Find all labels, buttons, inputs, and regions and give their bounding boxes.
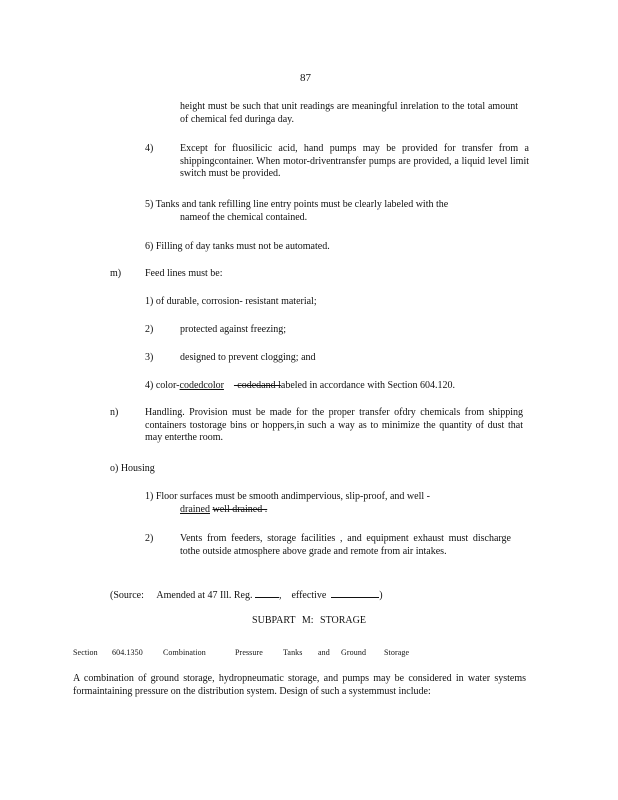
item-m-sub1: 1) of durable, corrosion- resistant material; [145, 296, 317, 307]
continuation-paragraph: height must be such that unit readings are meaningful inrelation to the total amount of chemical fed duringa day. [180, 101, 518, 125]
item-m-sub4 [145, 380, 455, 393]
item-m-sub4-rest: abeled in accordance with Section 604.120. [280, 380, 455, 391]
source-open: (Source: [110, 590, 144, 601]
section-heading-w6: Storage [384, 648, 410, 657]
page-number: 87 [300, 72, 311, 84]
section-heading-word: Section [73, 648, 98, 657]
item-m-sub4-inserted: codedcolor [179, 380, 224, 391]
source-effective: effective [291, 590, 327, 601]
section-heading-w2: Pressure [235, 648, 263, 657]
item-4-text: Except for fluosilicic acid, hand pumps may be provided for transfer from a shippingcontainer. When motor-driventransfer pumps are provided, a liquid level limit switch must be provided. [180, 143, 529, 179]
source-reg-blank [255, 588, 279, 598]
section-body: A combination of ground storage, hydropneumatic storage, and pumps may be considered in water systems formaintaining pressure on the distribution system. Design of such a systemmust include: [73, 673, 526, 697]
item-6-text: 6) Filling of day tanks must not be automated. [145, 241, 330, 252]
item-m-sub2-marker: 2) [145, 324, 154, 335]
item-m-heading: Feed lines must be: [145, 268, 223, 279]
item-m-sub3-text: designed to prevent clogging; and [180, 352, 316, 363]
item-m-marker: m) [110, 268, 122, 279]
item-o-sub2-text: Vents from feeders, storage facilities , and equipment exhaust must discharge tothe outside atmosphere above grade and remote from air intakes. [180, 533, 511, 557]
source-note [110, 588, 383, 603]
item-m-sub3-marker: 3) [145, 352, 154, 363]
item-m-sub4-deleted: -codedand l [233, 380, 281, 391]
section-heading-w5: Ground [341, 648, 367, 657]
section-heading-w4: and [318, 648, 330, 657]
item-o-sub1-line1: 1) Floor surfaces must be smooth andimpervious, slip-proof, and well - [145, 491, 430, 502]
item-o-heading: o) Housing [110, 463, 155, 474]
item-o-sub1-inserted: drained [180, 504, 210, 515]
item-5-line2: nameof the chemical contained. [180, 212, 308, 223]
section-heading-number: 604.1350 [112, 648, 143, 657]
item-o-sub1-line2 [180, 504, 267, 517]
item-4-marker: 4) [145, 143, 154, 154]
item-m-sub2-text: protected against freezing; [180, 324, 287, 335]
section-heading [0, 647, 618, 659]
section-heading-w1: Combination [163, 648, 206, 657]
source-close: ) [379, 590, 383, 601]
item-5-line1: 5) Tanks and tank refilling line entry points must be clearly labeled with the [145, 199, 449, 210]
item-m-sub4-prefix: 4) color- [145, 380, 180, 391]
item-o-sub1-deleted: well drained . [212, 504, 268, 515]
item-n-marker: n) [110, 407, 119, 418]
source-date-blank [331, 588, 379, 598]
source-amended: Amended at 47 Ill. Reg. [156, 590, 253, 601]
item-n-text: Handling. Provision must be made for the proper transfer ofdry chemicals from shipping containers tostorage bins or hoppers,in such a way as to minimize the quantity of dust that may enterthe room. [145, 407, 523, 443]
subpart-title: SUBPART M: STORAGE [252, 615, 366, 626]
item-o-sub2-marker: 2) [145, 533, 154, 544]
section-heading-w3: Tanks [283, 648, 303, 657]
source-comma: , [278, 590, 282, 601]
